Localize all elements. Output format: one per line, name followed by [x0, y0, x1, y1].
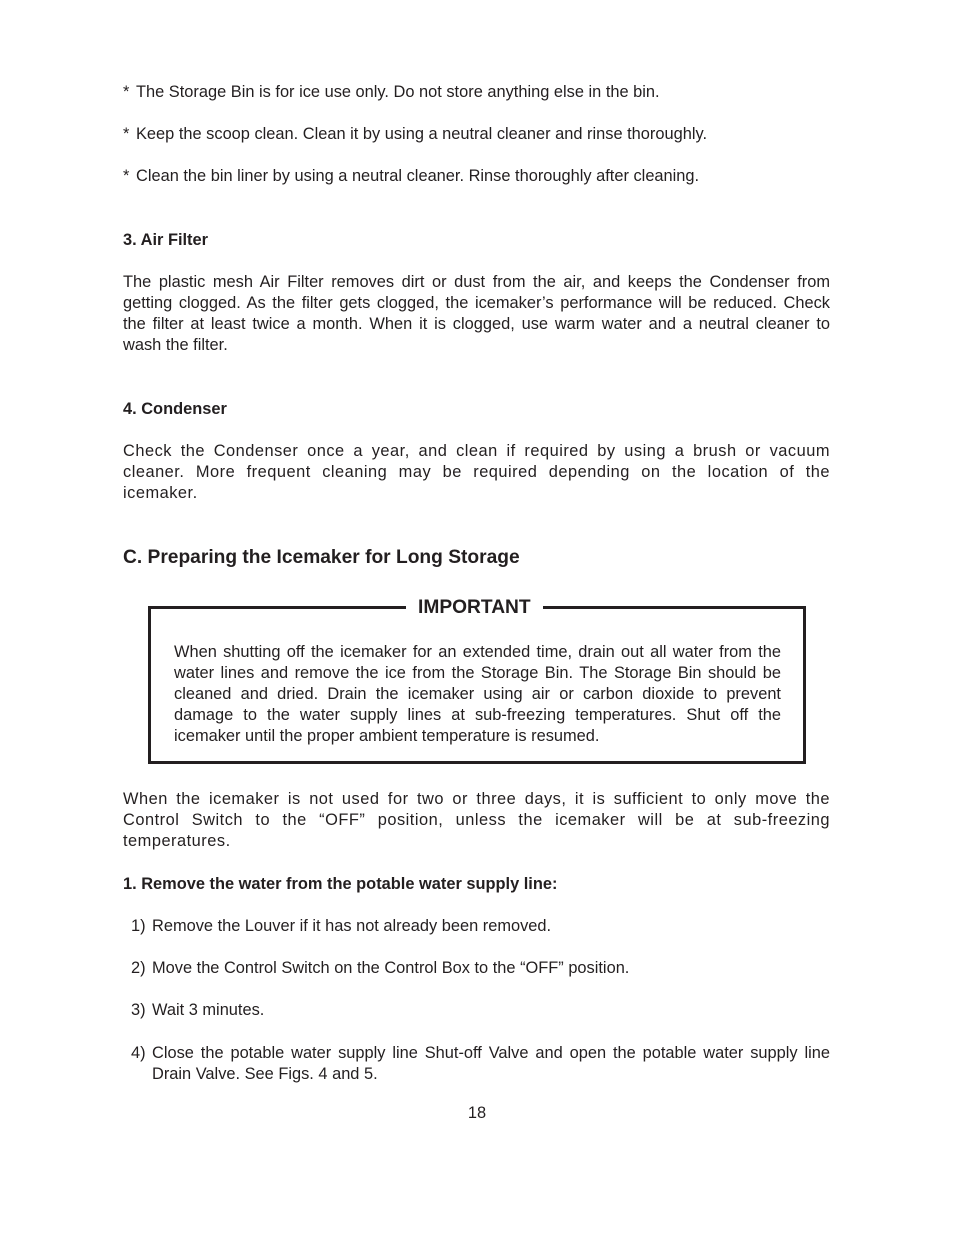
air-filter-body: The plastic mesh Air Filter removes dirt or dust from the air, and keeps the Condenser from getting clogged. As the filter gets clogged, the icemaker’s performance will be reduced. Check the filter at least twice a month. When it is clogged, use warm water and a neutral cleaner to wash the filter.: [123, 273, 830, 354]
step-text: Close the potable water supply line Shut-off Valve and open the potable water supply line Drain Valve. See Figs. 4 and 5.: [152, 1044, 830, 1083]
air-filter-heading: 3. Air Filter: [123, 231, 209, 249]
bullet-text: The Storage Bin is for ice use only. Do not store anything else in the bin.: [136, 83, 660, 101]
short-storage-paragraph: When the icemaker is not used for two or three days, it is sufficient to only move the Control Switch to the “OFF” position, unless the icemaker will be at sub-freezing temperatures.: [123, 790, 830, 850]
bullet-storage-bin: [123, 82, 843, 103]
important-title: IMPORTANT: [406, 596, 543, 620]
important-body: When shutting off the icemaker for an extended time, drain out all water from the water lines and remove the ice from the Storage Bin. The Storage Bin should be cleaned and dried. Drain the icemaker using air or carbon dioxide to prevent damage to the water supply lines at sub-freezing temperatures. Shut off the icemaker until the proper ambient temperature is resumed.: [174, 643, 781, 745]
step-number: 2): [131, 959, 146, 977]
procedure-step: [131, 916, 830, 937]
condenser-body: Check the Condenser once a year, and clean if required by using a brush or vacuum cleaner. More frequent cleaning may be required depending on the location of the icemaker.: [123, 442, 830, 502]
step-number: 1): [131, 917, 146, 935]
step-number: 4): [131, 1044, 146, 1062]
step-text: Move the Control Switch on the Control Box to the “OFF” position.: [152, 959, 630, 977]
procedure-step: [131, 958, 830, 979]
bullet-bin-liner: [123, 166, 843, 187]
procedure-step: [131, 1000, 830, 1021]
bullet-text: Keep the scoop clean. Clean it by using a neutral cleaner and rinse thoroughly.: [136, 125, 707, 143]
page-number: 18: [467, 1104, 487, 1122]
important-notice-box: [148, 597, 806, 764]
condenser-heading: 4. Condenser: [123, 400, 227, 418]
bullet-text: Clean the bin liner by using a neutral cleaner. Rinse thoroughly after cleaning.: [136, 167, 700, 185]
step-text: Wait 3 minutes.: [152, 1001, 265, 1019]
section-c-heading: C. Preparing the Icemaker for Long Storage: [123, 547, 520, 568]
procedure-heading: 1. Remove the water from the potable water supply line:: [123, 875, 558, 893]
bullet-marker: *: [123, 125, 130, 143]
step-text: Remove the Louver if it has not already been removed.: [152, 917, 552, 935]
bullet-marker: *: [123, 83, 130, 101]
bullet-scoop: [123, 124, 843, 145]
bullet-marker: *: [123, 167, 130, 185]
procedure-step: [131, 1043, 830, 1085]
step-number: 3): [131, 1001, 146, 1019]
